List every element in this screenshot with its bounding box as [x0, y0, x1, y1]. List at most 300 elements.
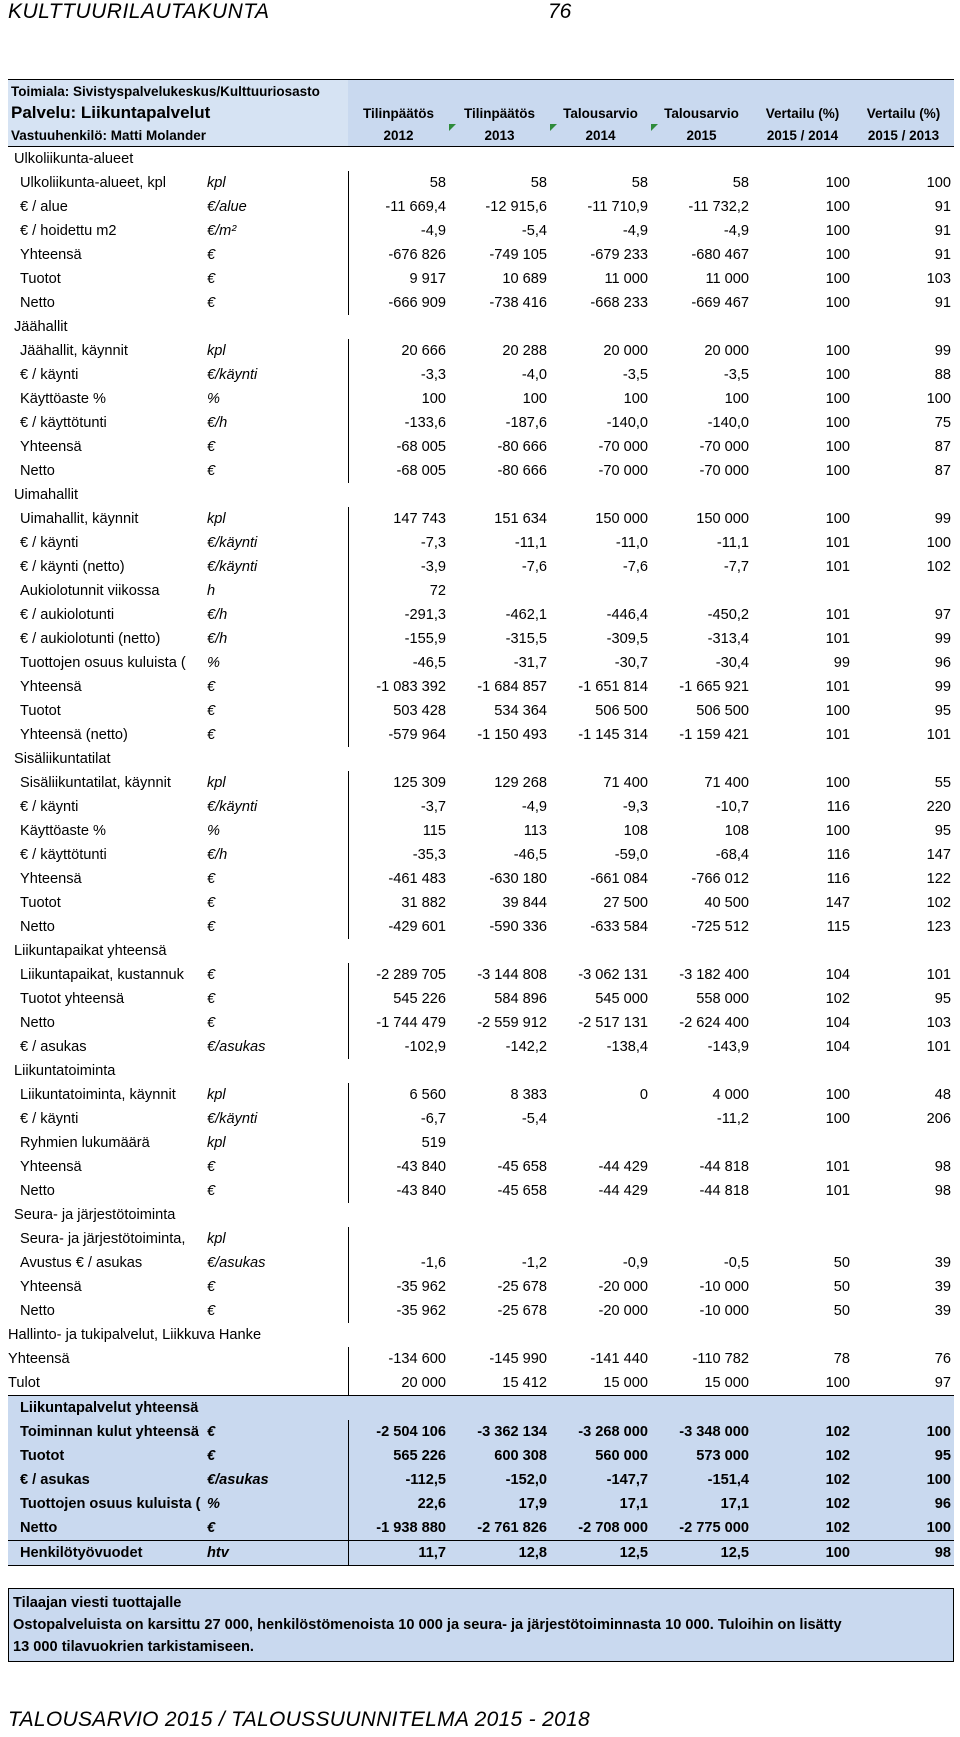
table-row [8, 1107, 954, 1131]
row-value: -738 416 [489, 295, 548, 311]
row-value: -679 233 [590, 247, 649, 263]
table-row [8, 627, 954, 651]
row-label: Sisäliikuntatilat, käynnit [20, 775, 171, 791]
row-value: -11,2 [716, 1111, 750, 1127]
table-row [8, 1035, 954, 1059]
section-header-row [8, 147, 954, 172]
row-value: -134 600 [348, 1347, 449, 1371]
row-value: -0,9 [622, 1255, 649, 1271]
row-value: -70 000 [699, 463, 750, 479]
row-value: 100 [825, 463, 851, 479]
row-value: -68 005 [348, 435, 449, 459]
row-value: -44 429 [598, 1159, 649, 1175]
budget-table [8, 79, 954, 1566]
row-value: -10 000 [699, 1303, 750, 1319]
summary-value: -112,5 [348, 1468, 449, 1492]
row-value: 50 [833, 1279, 851, 1295]
table-row [8, 915, 954, 939]
row-unit: € [207, 1015, 216, 1031]
summary-title: Liikuntapalvelut yhteensä [8, 1396, 954, 1421]
table-row [8, 987, 954, 1011]
row-value: 115 [826, 919, 851, 935]
row-value: 97 [934, 1375, 952, 1391]
row-unit: €/h [207, 631, 228, 647]
row-value: -633 584 [590, 919, 649, 935]
row-unit: €/käynti [207, 535, 258, 551]
row-unit: €/h [207, 607, 228, 623]
summary-value: 560 000 [550, 1444, 651, 1468]
row-unit: € [207, 247, 216, 263]
page-footer: TALOUSARVIO 2015 / TALOUSSUUNNITELMA 2015 - 2018 [8, 1708, 591, 1731]
row-value: -749 105 [489, 247, 548, 263]
row-value: -70 000 [699, 439, 750, 455]
summary-value: 11,7 [348, 1541, 449, 1566]
summary-label: Tuotot [8, 1444, 204, 1468]
row-value: -3,5 [622, 367, 649, 383]
col-year-5: 2015 / 2014 [752, 124, 853, 147]
row-value: 91 [934, 223, 952, 239]
table-row [8, 267, 954, 291]
row-value: 50 [833, 1303, 851, 1319]
table-row [8, 603, 954, 627]
summary-row [8, 1444, 954, 1468]
row-value: 100 [825, 703, 851, 719]
row-value [449, 1227, 550, 1251]
row-value: 101 [825, 535, 851, 551]
row-value: -313,4 [707, 631, 750, 647]
row-value: -142,2 [505, 1039, 548, 1055]
table-row [8, 1011, 954, 1035]
row-value [853, 1227, 954, 1251]
row-value: -4,9 [723, 223, 750, 239]
table-header-row-years [8, 124, 954, 147]
row-unit: € [207, 463, 216, 479]
service-label: Palvelu: Liikuntapalvelut [8, 102, 348, 124]
row-value: 10 689 [502, 271, 548, 287]
row-value: 58 [732, 175, 750, 191]
row-value: 75 [934, 415, 952, 431]
row-value: 100 [825, 223, 851, 239]
row-value: 100 [724, 391, 750, 407]
row-value: -7,6 [622, 559, 649, 575]
row-value: 99 [934, 631, 952, 647]
row-value: -309,5 [606, 631, 649, 647]
summary-value: 12,8 [449, 1541, 550, 1566]
message-title: Tilaajan viesti tuottajalle [13, 1595, 182, 1611]
section-title: Sisäliikuntatilat [14, 751, 111, 767]
row-value: -3,5 [723, 367, 750, 383]
row-unit: €/asukas [207, 1039, 266, 1055]
row-value: -187,6 [505, 415, 548, 431]
summary-label: Henkilötyövuodet [8, 1541, 204, 1566]
row-value [550, 1131, 651, 1155]
row-value: 100 [825, 1087, 851, 1103]
row-value: -1,6 [348, 1251, 449, 1275]
row-value: 101 [825, 1159, 851, 1175]
summary-unit: htv [204, 1541, 348, 1566]
area-label: Toimiala: Sivistyspalvelukeskus/Kulttuuriosasto [8, 80, 348, 103]
row-unit: € [207, 703, 216, 719]
row-value: -138,4 [606, 1039, 649, 1055]
row-value: -45 658 [497, 1159, 548, 1175]
row-value: -3 144 808 [477, 967, 548, 983]
row-value [449, 579, 550, 603]
row-value: -11,1 [514, 535, 548, 551]
section-header-row [8, 1203, 954, 1227]
row-value: 40 500 [704, 895, 750, 911]
row-label: Uimahallit, käynnit [20, 511, 139, 527]
row-value [752, 1227, 853, 1251]
row-value: 100 [926, 175, 952, 191]
row-value: 545 226 [348, 987, 449, 1011]
summary-value: 12,5 [550, 1541, 651, 1566]
row-value: -59,0 [614, 847, 649, 863]
col-year-1: 2012 [348, 124, 449, 147]
row-value: -5,4 [521, 223, 548, 239]
summary-value: 98 [853, 1541, 954, 1566]
row-value: 101 [825, 559, 851, 575]
row-value: 20 000 [603, 343, 649, 359]
row-value: -35,3 [348, 843, 449, 867]
row-value: 0 [639, 1087, 649, 1103]
row-value: 71 400 [704, 775, 750, 791]
row-value: 11 000 [705, 271, 750, 287]
row-value: -20 000 [598, 1279, 649, 1295]
col-title-6: Vertailu (%) [853, 102, 954, 124]
row-value: 102 [825, 991, 851, 1007]
row-value: 108 [623, 823, 649, 839]
row-value: -462,1 [505, 607, 548, 623]
row-value: -1 159 421 [679, 727, 750, 743]
row-value: 100 [825, 415, 851, 431]
row-value: 100 [825, 1111, 851, 1127]
summary-value: -151,4 [651, 1468, 752, 1492]
table-row [8, 699, 954, 723]
row-value: 100 [825, 823, 851, 839]
row-value: 4 000 [712, 1087, 750, 1103]
section-title: Liikuntatoiminta [14, 1063, 116, 1079]
row-value: -725 512 [691, 919, 750, 935]
summary-row [8, 1541, 954, 1566]
summary-value: 102 [752, 1468, 853, 1492]
row-value [752, 1131, 853, 1155]
summary-label: Tuottojen osuus kuluista ( [8, 1492, 204, 1516]
table-row [8, 339, 954, 363]
table-row [8, 219, 954, 243]
row-value: 100 [623, 391, 649, 407]
row-value: -11 732,2 [688, 199, 750, 215]
row-value: 100 [825, 1375, 851, 1391]
row-value: -68,4 [715, 847, 750, 863]
row-unit: kpl [207, 1231, 226, 1247]
table-row [8, 1131, 954, 1155]
row-value: 20 000 [704, 343, 750, 359]
row-value: 101 [926, 967, 952, 983]
table-row [8, 675, 954, 699]
row-value: 99 [934, 343, 952, 359]
summary-row [8, 1516, 954, 1541]
summary-value: -2 708 000 [550, 1516, 651, 1541]
summary-value: -2 761 826 [449, 1516, 550, 1541]
row-value: -12 915,6 [485, 199, 548, 215]
row-value: 100 [825, 343, 851, 359]
summary-title-row [8, 1396, 954, 1421]
row-value: 20 666 [348, 339, 449, 363]
row-label: € / hoidettu m2 [20, 223, 117, 239]
summary-value: 95 [853, 1444, 954, 1468]
row-value: -291,3 [348, 603, 449, 627]
row-value: -1,2 [521, 1255, 548, 1271]
row-value: -141 440 [590, 1351, 649, 1367]
section-header-row [8, 939, 954, 963]
table-row [8, 819, 954, 843]
row-unit: € [207, 1159, 216, 1175]
row-value: 87 [934, 463, 952, 479]
summary-value: 12,5 [651, 1541, 752, 1566]
row-value: 27 500 [603, 895, 649, 911]
row-label: € / käynti [20, 535, 79, 551]
row-value: 15 000 [704, 1375, 750, 1391]
row-value: 503 428 [348, 699, 449, 723]
summary-unit: €/asukas [204, 1468, 348, 1492]
row-unit: kpl [207, 343, 226, 359]
summary-row [8, 1492, 954, 1516]
row-label: Netto [20, 919, 55, 935]
summary-value: 22,6 [348, 1492, 449, 1516]
table-header-row-service [8, 102, 954, 124]
row-value: 48 [934, 1087, 952, 1103]
responsible-label: Vastuuhenkilö: Matti Molander [8, 124, 348, 147]
row-value: -630 180 [489, 871, 548, 887]
row-value: 101 [926, 1039, 952, 1055]
row-value: 116 [826, 799, 851, 815]
summary-unit: € [204, 1420, 348, 1444]
row-value: -315,5 [505, 631, 548, 647]
row-unit: €/käynti [207, 559, 258, 575]
row-label: Yhteensä [20, 679, 82, 695]
row-value [853, 1131, 954, 1155]
row-unit: € [207, 727, 216, 743]
row-label: Tuotot [20, 895, 61, 911]
table-row [8, 291, 954, 315]
section-title: Uimahallit [14, 487, 79, 503]
row-label: Yhteensä [20, 1279, 82, 1295]
row-unit: % [207, 391, 220, 407]
summary-value: -1 938 880 [348, 1516, 449, 1541]
table-row [8, 843, 954, 867]
row-label: € / käynti [20, 367, 79, 383]
row-value: -44 818 [699, 1183, 750, 1199]
row-label: Netto [20, 1303, 55, 1319]
row-unit: €/käynti [207, 799, 258, 815]
row-label: Tuottojen osuus kuluista ( [20, 655, 186, 671]
table-row [8, 459, 954, 483]
row-value: -4,9 [622, 223, 649, 239]
row-value: -20 000 [598, 1303, 649, 1319]
row-value: 147 [926, 847, 952, 863]
table-row [8, 171, 954, 195]
row-value: -31,7 [513, 655, 548, 671]
row-value: 100 [825, 271, 851, 287]
row-value: -7,7 [723, 559, 750, 575]
col-title-4: Talousarvio [651, 102, 752, 124]
row-label: Käyttöaste % [20, 391, 106, 407]
row-value: 76 [934, 1351, 952, 1367]
row-value: -11 669,4 [348, 195, 449, 219]
row-label: Avustus € / asukas [20, 1255, 143, 1271]
row-value: -44 429 [598, 1183, 649, 1199]
row-unit: € [207, 1183, 216, 1199]
row-value [651, 1227, 752, 1251]
row-value: 103 [926, 1015, 952, 1031]
row-unit: € [207, 967, 216, 983]
row-value: -30,4 [715, 655, 750, 671]
row-value: 206 [926, 1111, 952, 1127]
row-value: 58 [530, 175, 548, 191]
section-title: Hallinto- ja tukipalvelut, Liikkuva Hanke [8, 1327, 262, 1343]
row-value: -25 678 [497, 1303, 548, 1319]
table-row [8, 1299, 954, 1323]
row-label: € / käyttötunti [20, 415, 107, 431]
row-unit: € [207, 991, 216, 1007]
summary-row [8, 1420, 954, 1444]
row-unit: € [207, 679, 216, 695]
row-value: 96 [934, 655, 952, 671]
row-value: 101 [825, 607, 851, 623]
row-value: -70 000 [598, 439, 649, 455]
row-unit: kpl [207, 775, 226, 791]
row-unit: €/käynti [207, 367, 258, 383]
row-value: -11 710,9 [587, 199, 649, 215]
message-line-2: 13 000 tilavuokrien tarkistamiseen. [13, 1639, 254, 1655]
table-row [8, 387, 954, 411]
row-value: -3,7 [348, 795, 449, 819]
row-value: 15 000 [603, 1375, 649, 1391]
row-value: 91 [934, 247, 952, 263]
row-value: 147 743 [348, 507, 449, 531]
row-value: 102 [926, 559, 952, 575]
row-value: -3,9 [348, 555, 449, 579]
row-unit: h [207, 583, 216, 599]
summary-unit: € [204, 1444, 348, 1468]
row-value: -10,7 [715, 799, 750, 815]
page-header-title: KULTTUURILAUTAKUNTA [8, 0, 270, 23]
table-row [8, 1251, 954, 1275]
row-value: 101 [825, 1183, 851, 1199]
row-label: € / alue [20, 199, 68, 215]
summary-value: -3 268 000 [550, 1420, 651, 1444]
summary-value: 96 [853, 1492, 954, 1516]
row-unit: € [207, 271, 216, 287]
row-value [449, 1131, 550, 1155]
row-value: 9 917 [348, 267, 449, 291]
row-unit: % [207, 823, 220, 839]
row-unit: €/alue [207, 199, 247, 215]
summary-value: 600 308 [449, 1444, 550, 1468]
row-value: 101 [825, 631, 851, 647]
row-value: 100 [825, 391, 851, 407]
row-value: 91 [934, 295, 952, 311]
row-label: Netto [20, 295, 55, 311]
row-value: 101 [825, 727, 851, 743]
row-value: -590 336 [489, 919, 548, 935]
table-row [8, 795, 954, 819]
row-label: Netto [20, 1183, 55, 1199]
table-row [8, 771, 954, 795]
row-value: 116 [826, 847, 851, 863]
row-value: 100 [522, 391, 548, 407]
row-value: 101 [825, 679, 851, 695]
table-row [8, 1347, 954, 1371]
row-value: -140,0 [707, 415, 750, 431]
table-row [8, 411, 954, 435]
table-row [8, 891, 954, 915]
summary-value: 102 [752, 1492, 853, 1516]
row-value: 100 [825, 439, 851, 455]
row-value: 39 844 [502, 895, 548, 911]
summary-value: -2 504 106 [348, 1420, 449, 1444]
col-year-4: 2015 [651, 124, 752, 147]
row-value: 11 000 [604, 271, 649, 287]
summary-value: 100 [752, 1541, 853, 1566]
row-label: Tuotot yhteensä [20, 991, 125, 1007]
table-row [8, 1083, 954, 1107]
summary-value: 17,9 [449, 1492, 550, 1516]
row-value: -446,4 [606, 607, 649, 623]
section-title: Jäähallit [14, 319, 68, 335]
row-value: -35 962 [348, 1275, 449, 1299]
row-value: 506 500 [595, 703, 649, 719]
section-header-row [8, 1059, 954, 1083]
row-value: -7,6 [521, 559, 548, 575]
row-label: Jäähallit, käynnit [20, 343, 128, 359]
row-value: -1 665 921 [679, 679, 750, 695]
row-value: 58 [348, 171, 449, 195]
row-value: -1 083 392 [348, 675, 449, 699]
row-value [550, 579, 651, 603]
row-value: 6 560 [348, 1083, 449, 1107]
table-row [8, 363, 954, 387]
row-unit: € [207, 295, 216, 311]
summary-label: € / asukas [8, 1468, 204, 1492]
section-header-row [8, 483, 954, 507]
row-unit: kpl [207, 1087, 226, 1103]
col-year-6: 2015 / 2013 [853, 124, 954, 147]
row-value: -25 678 [497, 1279, 548, 1295]
row-value: -579 964 [348, 723, 449, 747]
table-row [8, 531, 954, 555]
row-value: 88 [934, 367, 952, 383]
row-unit: €/h [207, 847, 228, 863]
summary-block [8, 1396, 954, 1566]
row-value: -1 684 857 [477, 679, 548, 695]
row-value: -1 145 314 [578, 727, 649, 743]
row-value: -46,5 [513, 847, 548, 863]
client-message-box [8, 1588, 954, 1662]
row-label: Ryhmien lukumäärä [20, 1135, 150, 1151]
row-value: 113 [523, 823, 548, 839]
row-value: -2 624 400 [679, 1015, 750, 1031]
row-label: Yhteensä [20, 439, 82, 455]
row-unit: kpl [207, 1135, 226, 1151]
table-row [8, 1227, 954, 1251]
row-value: 100 [825, 367, 851, 383]
summary-value: 17,1 [550, 1492, 651, 1516]
summary-value: -2 775 000 [651, 1516, 752, 1541]
table-row [8, 507, 954, 531]
row-value: 151 634 [494, 511, 548, 527]
row-value: 100 [348, 387, 449, 411]
